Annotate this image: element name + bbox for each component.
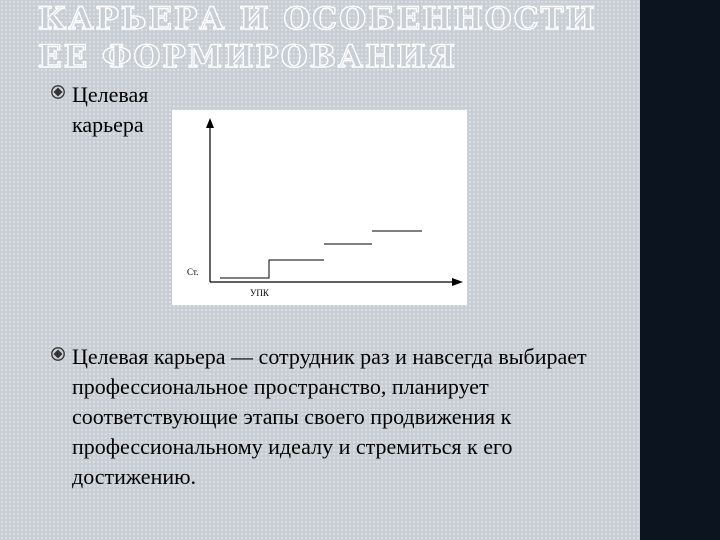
bullet-label: Целевая карьера	[72, 82, 149, 137]
definition-text: Целевая карьера — сотрудник раз и навсегда выбирает профессиональное пространство, планирует соответствующие этапы своего продвижения к профессиональному идеалу и стремиться к его достижению.	[72, 344, 587, 489]
x-axis-label: УПК	[250, 288, 269, 298]
step-chart	[172, 110, 467, 305]
x-axis-arrow	[452, 278, 463, 286]
diamond-bullet-icon	[50, 83, 66, 101]
right-decorative-band	[640, 0, 720, 540]
y-axis-arrow	[206, 118, 214, 128]
slide-title: КАРЬЕРА И ОСОБЕННОСТИ ЕЕ ФОРМИРОВАНИЯ	[38, 1, 597, 75]
y-axis-label: Ст.	[187, 267, 199, 277]
step-1	[220, 260, 324, 278]
career-step-diagram	[172, 110, 467, 305]
diamond-bullet-icon	[50, 345, 66, 363]
